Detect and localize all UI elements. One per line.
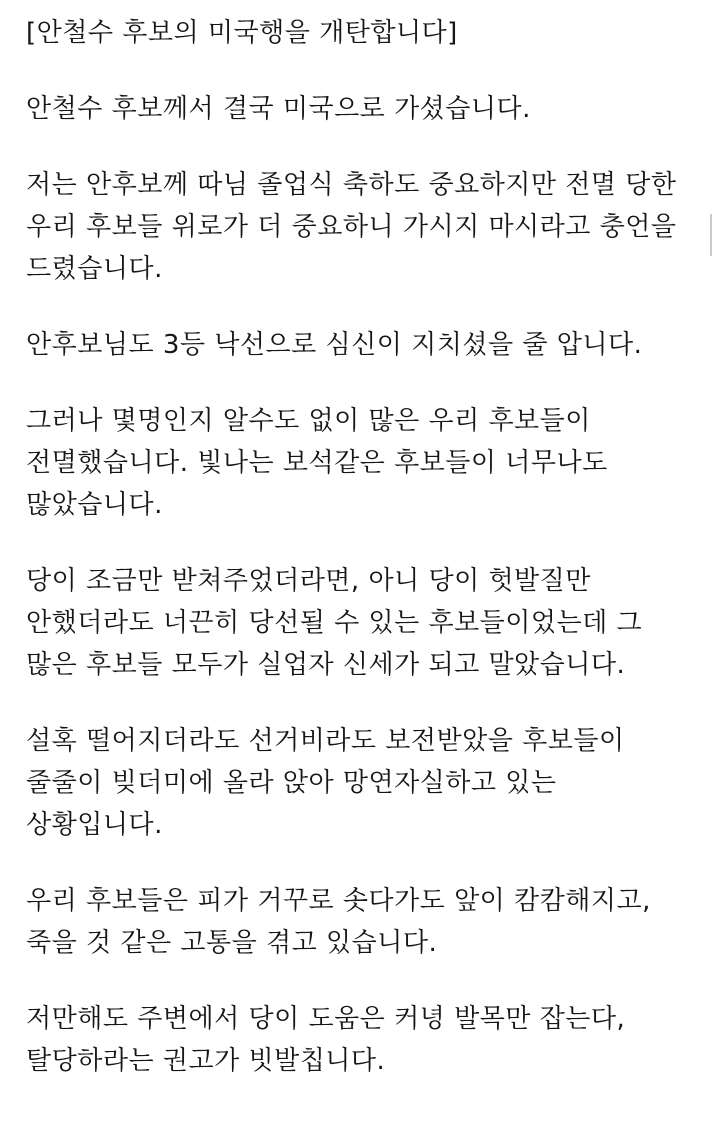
paragraph-line: 그러나 몇명인지 알수도 없이 많은 우리 후보들이 [26,406,591,436]
paragraph-gap [26,686,702,720]
paragraph-line: 많은 후보들 모두가 실업자 신세가 되고 말았습니다. [26,650,626,680]
paragraph-gap [26,366,702,400]
paragraph-line: 드렸습니다. [26,254,163,284]
paragraph-gap [26,290,702,324]
paragraph-line: 많았습니다. [26,490,163,520]
paragraph-line: 탈당하라는 권고가 빗발칩니다. [26,1046,386,1076]
paragraph-line: 상황입니다. [26,810,163,840]
paragraph-7 [26,880,702,964]
paragraph-line: 설혹 떨어지더라도 선거비라도 보전받았을 후보들이 [26,726,625,756]
paragraph-line: 저는 안후보께 따님 졸업식 축하도 중요하지만 전멸 당한 [26,170,677,200]
paragraph-line: 안했더라도 너끈히 당선될 수 있는 후보들이었는데 그 [26,608,643,638]
paragraph-3 [26,324,702,366]
paragraph-line: 줄줄이 빚더미에 올라 앉아 망연자실하고 있는 [26,768,557,798]
paragraph-line: 우리 후보들 위로가 더 중요하니 가시지 마시라고 충언을 [26,212,677,242]
paragraph-8 [26,998,702,1082]
paragraph-gap [26,130,702,164]
paragraph-4 [26,400,702,526]
paragraph-gap [26,846,702,880]
paragraph-line: 우리 후보들은 피가 거꾸로 솟다가도 앞이 캄캄해지고, [26,886,651,916]
document-title: [안철수 후보의 미국행을 개탄합니다] [26,18,458,48]
paragraph-5 [26,560,702,686]
paragraph-gap [26,54,702,88]
paragraph-line: 전멸했습니다. 빛나는 보석같은 후보들이 너무나도 [26,448,608,478]
paragraph-line: 당이 조금만 받쳐주었더라면, 아니 당이 헛발질만 [26,566,591,596]
paragraph-line: 안철수 후보께서 결국 미국으로 가셨습니다. [26,94,531,124]
document-body [26,12,702,1082]
paragraph-line: 죽을 것 같은 고통을 겪고 있습니다. [26,928,438,958]
paragraph-line: 안후보님도 3등 낙선으로 심신이 지치셨을 줄 압니다. [26,330,643,360]
paragraph-2 [26,164,702,290]
paragraph-6 [26,720,702,846]
paragraph-gap [26,964,702,998]
paragraph-line: 저만해도 주변에서 당이 도움은 커녕 발목만 잡는다, [26,1004,626,1034]
paragraph-gap [26,526,702,560]
paragraph-1 [26,88,702,130]
